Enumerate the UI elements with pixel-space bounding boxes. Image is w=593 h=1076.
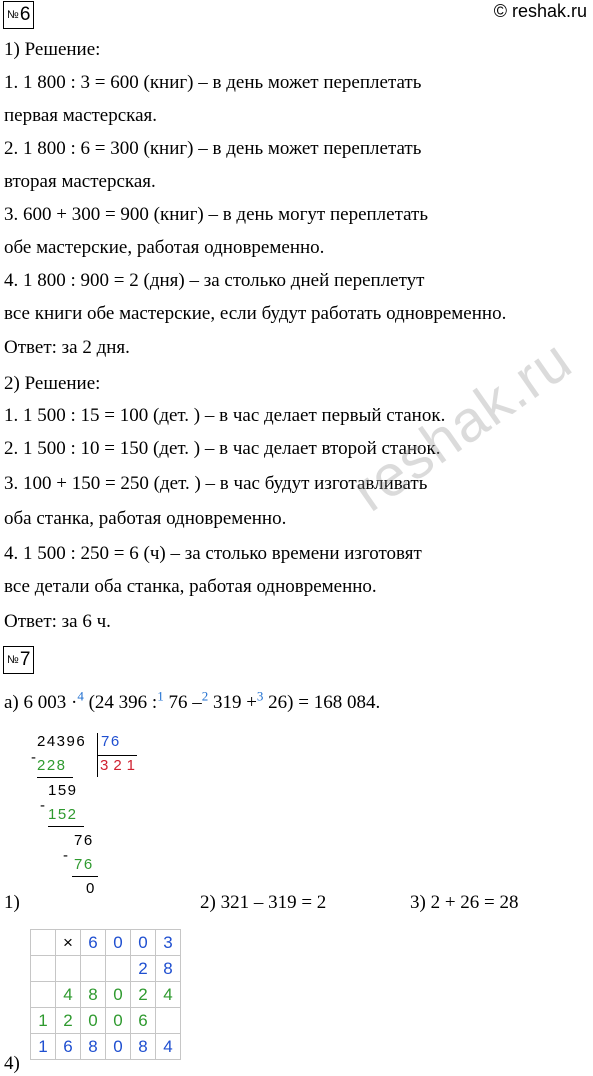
cell: 1 xyxy=(31,1034,56,1060)
rule-1 xyxy=(37,777,73,778)
cell xyxy=(106,956,131,982)
minus-3: - xyxy=(63,847,70,864)
minus-1: - xyxy=(31,749,38,766)
number-sign: № xyxy=(7,9,19,21)
remainder-2: 76 xyxy=(74,832,94,849)
rule-2 xyxy=(48,826,84,827)
multiplication-grid xyxy=(30,929,181,1060)
division-bar-horizontal xyxy=(97,755,137,756)
subtrahend-1: 228 xyxy=(37,757,67,774)
cell xyxy=(31,956,56,982)
t6-line-13: 2. 1 500 : 10 = 150 (дет. ) – в час делает второй станок. xyxy=(4,438,441,459)
t6-line-6: 3. 600 + 300 = 900 (книг) – в день могут переплетать xyxy=(4,204,429,225)
t6-line-12: 1. 1 500 : 15 = 100 (дет. ) – в час делает первый станок. xyxy=(4,405,446,426)
subtrahend-2: 152 xyxy=(48,806,78,823)
order-1: 1 xyxy=(157,688,164,704)
cell: 4 xyxy=(156,1034,181,1060)
t6-line-7: обе мастерские, работая одновременно. xyxy=(4,237,325,258)
step-1-label: 1) xyxy=(4,892,20,913)
t6-answer-2: Ответ: за 6 ч. xyxy=(4,611,111,632)
cell: 8 xyxy=(156,956,181,982)
t6-line-3: первая мастерская. xyxy=(4,105,158,126)
cell: 6 xyxy=(131,1008,156,1034)
cell: 2 xyxy=(131,956,156,982)
t6-line-14: 3. 100 + 150 = 250 (дет. ) – в час будут изготавливать xyxy=(4,473,428,494)
remainder-1: 159 xyxy=(48,782,78,799)
order-2: 2 xyxy=(201,688,209,704)
watermark: reshak.ru xyxy=(340,326,584,525)
cell: 0 xyxy=(131,930,156,956)
cell xyxy=(156,1008,181,1034)
cell xyxy=(56,956,81,982)
times-sign: × xyxy=(56,930,81,956)
task-7-number: 7 xyxy=(19,649,31,670)
quotient: 321 xyxy=(100,757,141,774)
cell: 2 xyxy=(131,982,156,1008)
rule-3 xyxy=(72,876,98,877)
cell: 4 xyxy=(56,982,81,1008)
minus-2: - xyxy=(40,797,47,814)
order-3: 3 xyxy=(256,688,264,704)
task-6-badge xyxy=(3,1,34,29)
task-6-number: 6 xyxy=(19,4,31,25)
t6-line-4: 2. 1 800 : 6 = 300 (книг) – в день может переплетать xyxy=(4,138,422,159)
cell: 2 xyxy=(56,1008,81,1034)
t6-line-11: 2) Решение: xyxy=(4,373,101,394)
t6-line-5: вторая мастерская. xyxy=(4,171,156,192)
expr-part2: 76 – xyxy=(163,692,202,713)
t6-line-15: оба станка, работая одновременно. xyxy=(4,508,287,529)
t6-answer-1: Ответ: за 2 дня. xyxy=(4,337,130,358)
cell: 4 xyxy=(156,982,181,1008)
expr-part3: 319 + xyxy=(208,692,257,713)
expr-part4: 26) = 168 084. xyxy=(263,692,381,713)
cell xyxy=(81,956,106,982)
cell: 0 xyxy=(81,1008,106,1034)
step-2: 2) 321 – 319 = 2 xyxy=(200,892,327,913)
t7-expression xyxy=(4,688,381,714)
cell: 0 xyxy=(106,1034,131,1060)
t6-line-8: 4. 1 800 : 900 = 2 (дня) – за столько дней переплетут xyxy=(4,270,425,291)
grid-row-1 xyxy=(31,930,181,956)
cell: 0 xyxy=(106,1008,131,1034)
cell: 8 xyxy=(81,982,106,1008)
divisor: 76 xyxy=(101,733,121,750)
order-4: 4 xyxy=(77,688,84,704)
cell: 0 xyxy=(106,982,131,1008)
remainder-final: 0 xyxy=(86,880,96,897)
task-7-badge xyxy=(3,646,34,674)
cell: 8 xyxy=(81,1034,106,1060)
grid-row-4 xyxy=(31,1008,181,1034)
t6-line-17: все детали оба станка, работая одновременно. xyxy=(4,576,377,597)
cell: 1 xyxy=(31,1008,56,1034)
t6-line-16: 4. 1 500 : 250 = 6 (ч) – за столько времени изготовят xyxy=(4,543,422,564)
step-3: 3) 2 + 26 = 28 xyxy=(410,892,519,913)
grid-row-5 xyxy=(31,1034,181,1060)
subtrahend-3: 76 xyxy=(74,856,94,873)
cell: 6 xyxy=(56,1034,81,1060)
cell: 8 xyxy=(131,1034,156,1060)
grid-row-3 xyxy=(31,982,181,1008)
cell: 0 xyxy=(106,930,131,956)
t6-line-2: 1. 1 800 : 3 = 600 (книг) – в день может переплетать xyxy=(4,72,422,93)
dividend: 24396 xyxy=(37,733,87,750)
expr-part1: (24 396 : xyxy=(83,692,158,713)
number-sign-2: № xyxy=(7,654,19,666)
grid-row-2 xyxy=(31,956,181,982)
expr-prefix: а) 6 003 · xyxy=(4,692,78,713)
step-4-label: 4) xyxy=(4,1053,20,1074)
cell xyxy=(31,982,56,1008)
site-credit: © reshak.ru xyxy=(493,1,587,21)
cell xyxy=(31,930,56,956)
t6-line-1: 1) Решение: xyxy=(4,39,101,60)
cell: 6 xyxy=(81,930,106,956)
cell: 3 xyxy=(156,930,181,956)
t6-line-9: все книги обе мастерские, если будут работать одновременно. xyxy=(4,303,507,324)
